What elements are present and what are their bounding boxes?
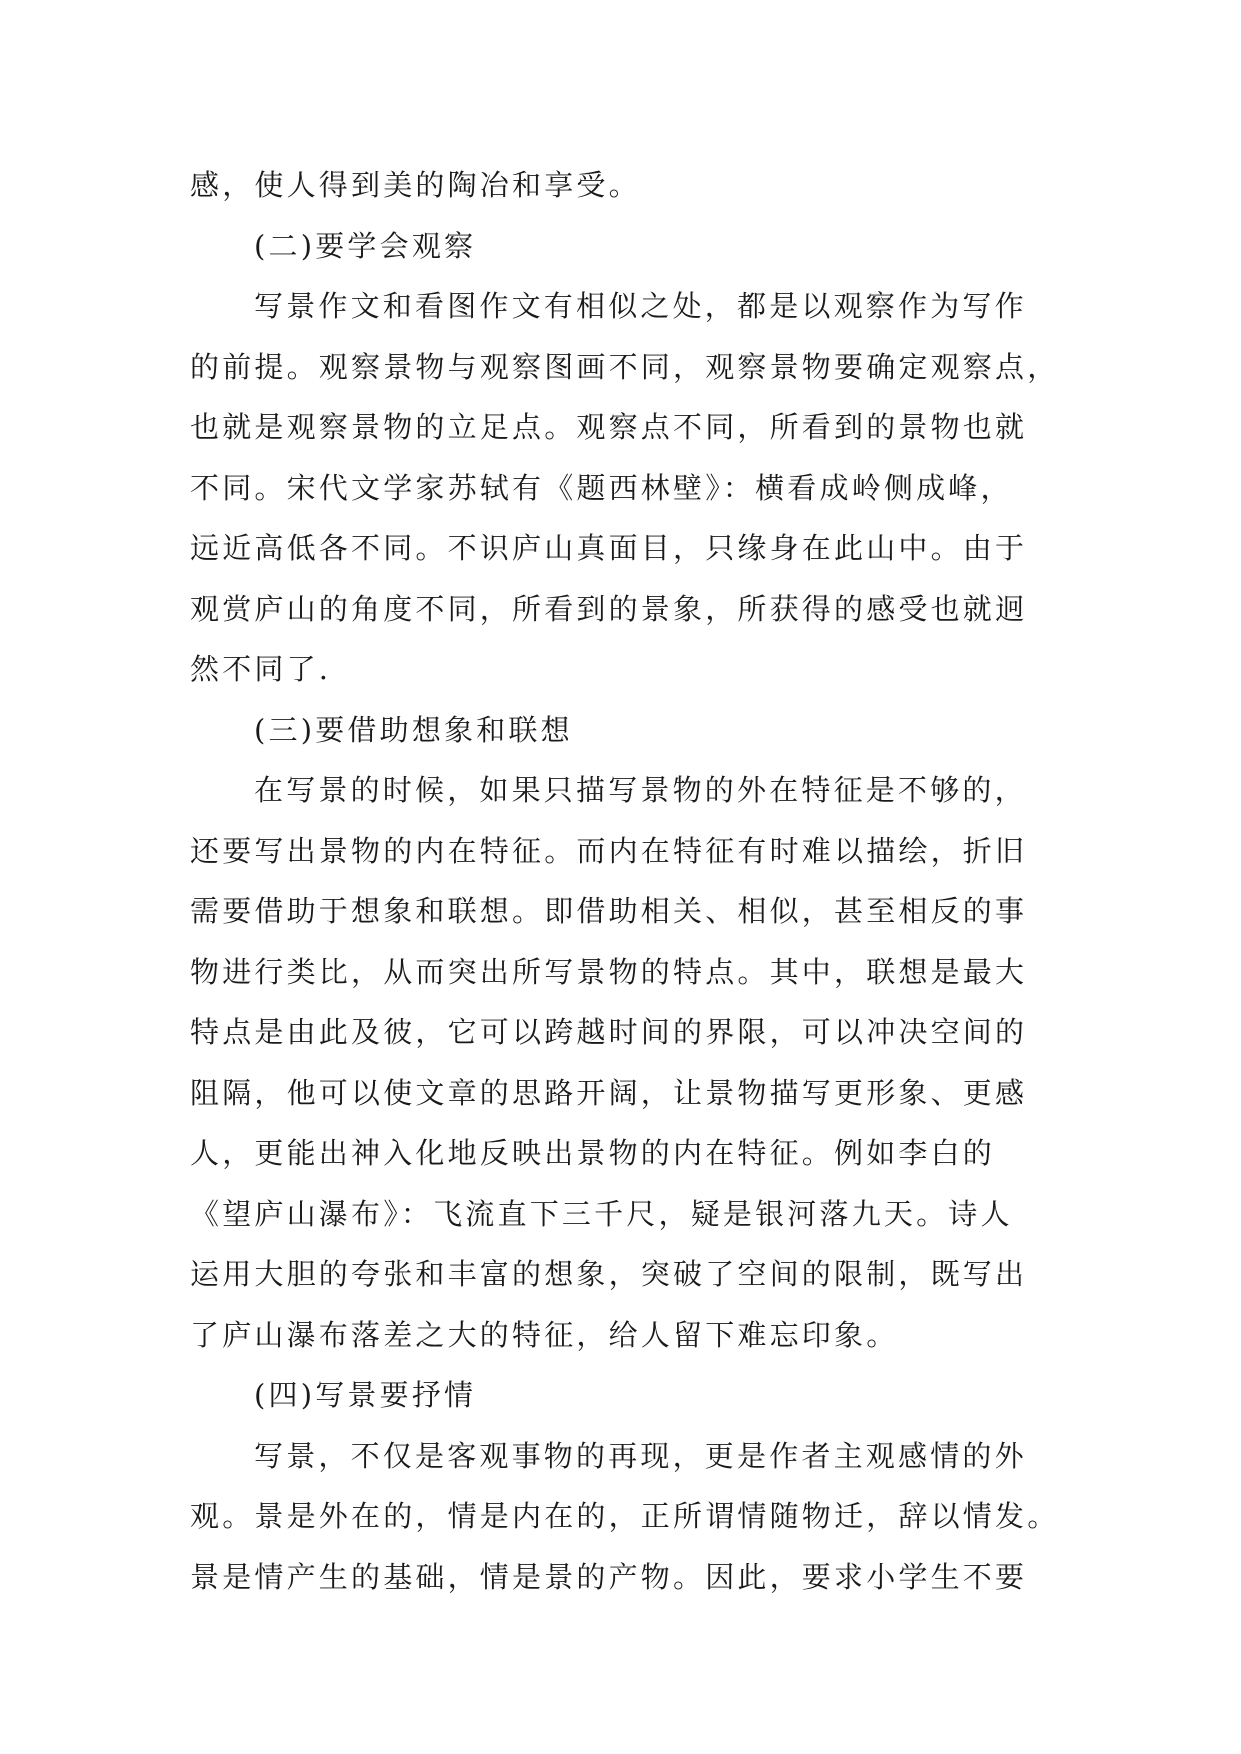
text-line: 也就是观察景物的立足点。观察点不同，所看到的景物也就	[190, 410, 1028, 444]
text-line: 写景，不仅是客观事物的再现，更是作者主观感情的外	[254, 1438, 1027, 1473]
document-page	[190, 155, 1060, 1607]
text-line: 观。景是外在的，情是内在的，正所谓情随物迁，辞以情发。	[190, 1499, 1060, 1533]
text-line: 了庐山瀑布落差之大的特征，给人留下难忘印象。	[190, 1317, 899, 1352]
text-line: 不同。宋代文学家苏轼有《题西林壁》：横看成岭侧成峰，	[190, 470, 1013, 505]
text-line: 需要借助于想象和联想。即借助相关、相似，甚至相反的事	[190, 894, 1028, 928]
text-line: 运用大胆的夸张和丰富的想象，突破了空间的限制，既写出	[190, 1257, 1028, 1291]
section-heading-4: (四)写景要抒情	[254, 1378, 477, 1412]
text-line: 《望庐山瀑布》：飞流直下三千尺，疑是银河落九天。诗人	[190, 1196, 1013, 1231]
text-line: 在写景的时候，如果只描写景物的外在特征是不够的，	[254, 773, 1027, 807]
text-line: 阻隔，他可以使文章的思路开阔，让景物描写更形象、更感	[190, 1075, 1028, 1110]
text-line: 景是情产生的基础，情是景的产物。因此，要求小学生不要	[190, 1559, 1028, 1594]
text-line: 观赏庐山的角度不同，所看到的景象，所获得的感受也就迥	[190, 591, 1028, 626]
text-line: 写景作文和看图作文有相似之处，都是以观察作为写作	[254, 289, 1027, 323]
text-line: 远近高低各不同。不识庐山真面目，只缘身在此山中。由于	[190, 531, 1028, 565]
text-line: 人，更能出神入化地反映出景物的内在特征。例如李白的	[190, 1136, 996, 1170]
text-line: 还要写出景物的内在特征。而内在特征有时难以描绘，折旧	[190, 833, 1028, 868]
text-line: 特点是由此及彼，它可以跨越时间的界限，可以冲决空间的	[190, 1015, 1028, 1049]
text-line: 感，使人得到美的陶冶和享受。	[190, 168, 641, 202]
section-heading-2: (二)要学会观察	[254, 228, 477, 263]
text-line: 物进行类比，从而突出所写景物的特点。其中，联想是最大	[190, 954, 1028, 989]
text-line: 的前提。观察景物与观察图画不同，观察景物要确定观察点，	[190, 349, 1060, 384]
section-heading-3: (三)要借助想象和联想	[254, 712, 573, 747]
text-line: 然不同了.	[190, 652, 332, 686]
